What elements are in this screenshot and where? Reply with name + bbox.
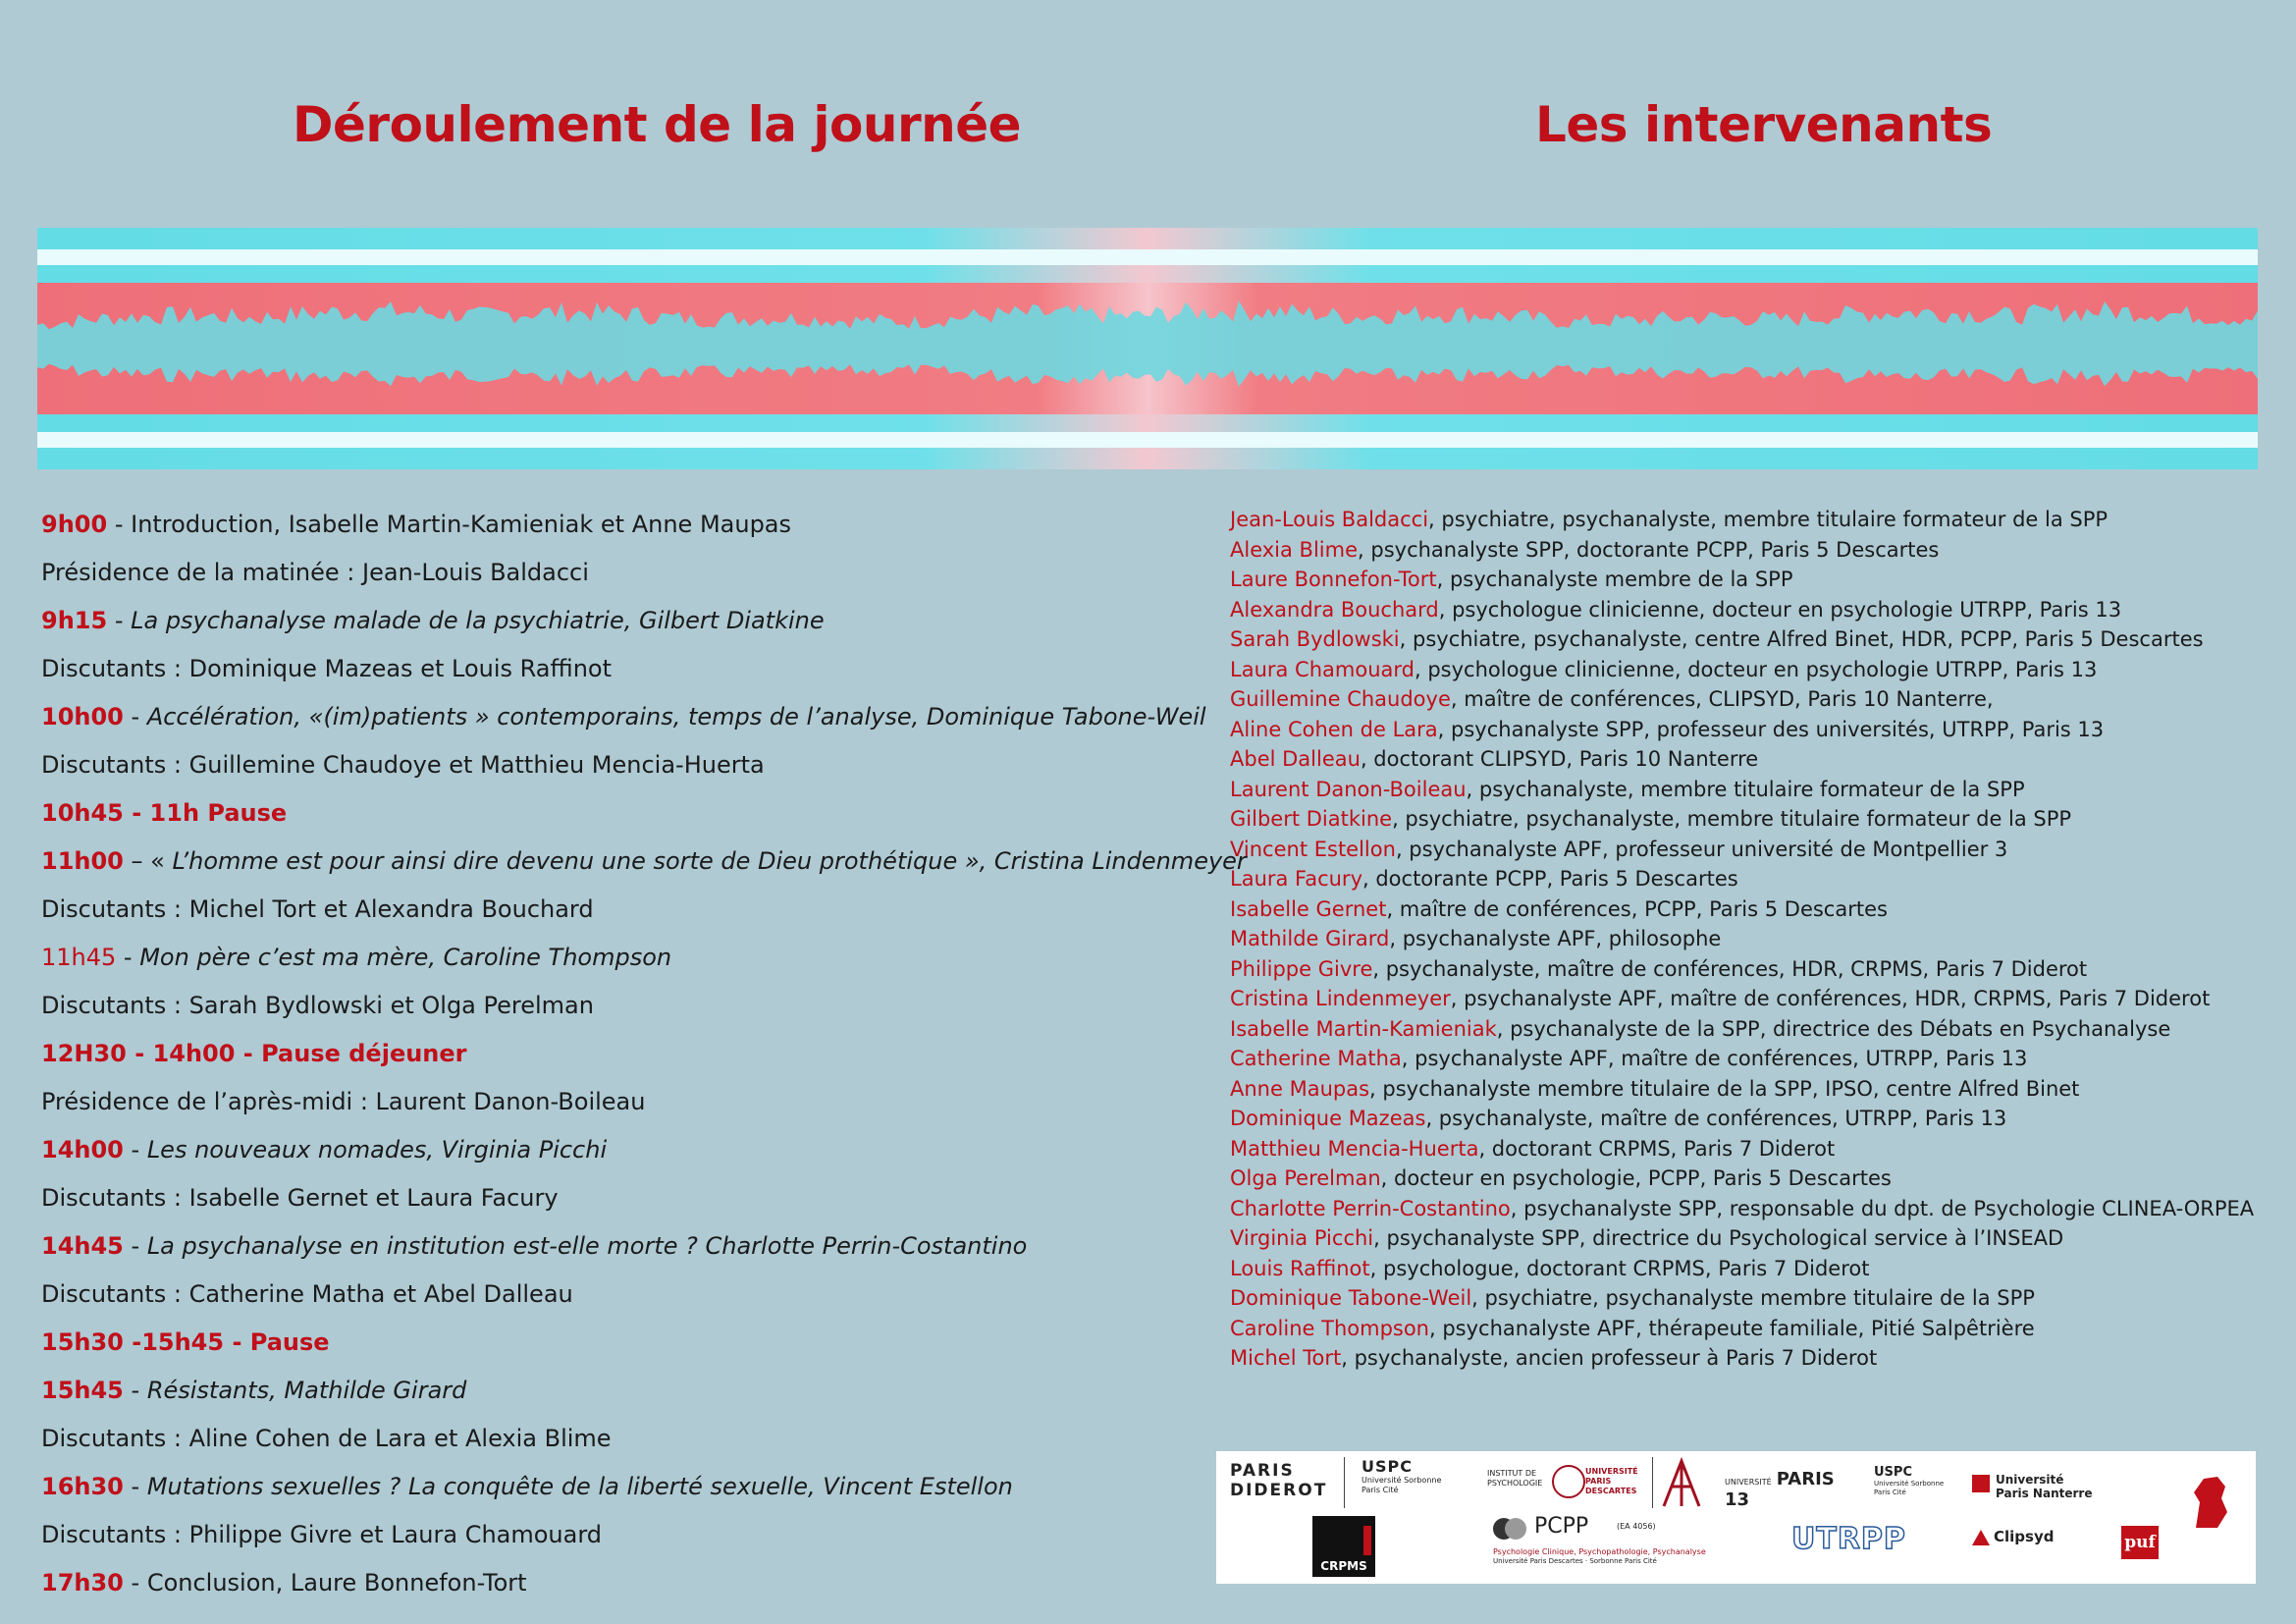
schedule-time: 9h15 — [41, 607, 108, 634]
speaker-name: Isabelle Martin-Kamieniak — [1230, 1016, 1497, 1041]
speaker-item — [1230, 835, 2270, 865]
speaker-description: , psychanalyste membre de la SPP — [1436, 568, 1793, 591]
schedule-text: La psychanalyse en institution est-elle morte ? Charlotte Perrin-Costantino — [146, 1232, 1028, 1260]
speaker-description: , psychiatre, psychanalyste, centre Alfred Binet, HDR, PCPP, Paris 5 Descartes — [1399, 627, 2204, 651]
speakers-list — [1230, 505, 2270, 1374]
logo-paris13-num: 13 — [1725, 1489, 1750, 1510]
schedule-time: 17h30 — [41, 1569, 124, 1597]
speaker-item — [1230, 1283, 2270, 1314]
schedule-separator: - — [107, 511, 132, 538]
schedule-text: L’homme est pour ainsi dire devenu une sorte de Dieu prothétique », Cristina Lindenmeyer — [172, 847, 1247, 875]
schedule-time: 10h00 — [41, 703, 124, 731]
logo-crpms-label: CRPMS — [1320, 1559, 1367, 1573]
schedule-item — [41, 1030, 1200, 1078]
waveform-graphic — [37, 283, 2258, 414]
speaker-item — [1230, 775, 2270, 805]
lion-emblem-icon — [2188, 1473, 2231, 1532]
waveform-banner — [37, 228, 2258, 469]
schedule-item — [41, 838, 1247, 886]
schedule-time: 15h30 -15h45 - Pause — [41, 1328, 330, 1356]
speaker-description: , maître de conférences, PCPP, Paris 5 Descartes — [1386, 896, 1888, 921]
speaker-item — [1230, 1343, 2270, 1374]
speaker-name: Matthieu Mencia-Huerta — [1230, 1136, 1479, 1161]
logo-paris13-prefix: UNIVERSITÉ — [1725, 1478, 1772, 1487]
schedule-time: 14h00 — [41, 1136, 124, 1164]
schedule-text: Discutants : Philippe Givre et Laura Chamouard — [41, 1521, 603, 1548]
schedule-separator: - — [123, 703, 147, 731]
schedule-text: Discutants : Aline Cohen de Lara et Alexia Blime — [41, 1425, 612, 1452]
schedule-separator: - — [123, 1473, 147, 1500]
schedule-time: 9h00 — [41, 511, 108, 538]
schedule-item — [41, 1174, 1200, 1222]
speaker-description: , psychanalyste SPP, doctorante PCPP, Paris 5 Descartes — [1358, 537, 1940, 562]
schedule-text: Accélération, «(im)patients » contemporains, temps de l’analyse, Dominique Tabone-Weil — [146, 703, 1206, 731]
waveform-shape — [37, 300, 2258, 387]
speaker-item — [1230, 864, 2270, 894]
speaker-name: Michel Tort — [1230, 1346, 1342, 1370]
schedule-text: Conclusion, Laure Bonnefon-Tort — [146, 1569, 527, 1597]
logo-pcpp-caption2: Université Paris Descartes · Sorbonne Paris Cité — [1493, 1557, 1657, 1565]
speaker-name: Alexia Blime — [1230, 537, 1359, 562]
logo-puf-label: puf — [2124, 1533, 2156, 1552]
speaker-item — [1230, 684, 2270, 715]
speaker-name: Aline Cohen de Lara — [1230, 717, 1438, 741]
logo-uspc2-caption: Université Sorbonne Paris Cité — [1874, 1480, 1945, 1496]
speaker-description: , psychanalyste SPP, professeur des universités, UTRPP, Paris 13 — [1437, 717, 2105, 741]
schedule-item — [41, 1559, 1200, 1607]
speaker-item — [1230, 565, 2270, 595]
speaker-description: , psychologue, doctorant CRPMS, Paris 7 Diderot — [1369, 1256, 1870, 1280]
speaker-name: Guillemine Chaudoye — [1230, 687, 1451, 711]
heading-speakers: Les intervenants — [1535, 96, 1993, 153]
logo-nanterre-line1: Université — [1996, 1473, 2064, 1487]
speaker-description: , psychanalyste APF, maître de conférences, UTRPP, Paris 13 — [1401, 1047, 2028, 1070]
speaker-item — [1230, 624, 2270, 655]
schedule-text: Les nouveaux nomades, Virginia Picchi — [146, 1136, 608, 1164]
schedule-item — [41, 1511, 1200, 1559]
speaker-item — [1230, 1254, 2270, 1284]
speaker-description: , psychanalyste SPP, responsable du dpt. de Psychologie CLINEA-ORPEA — [1510, 1196, 2255, 1220]
speaker-description: , psychanalyste APF, thérapeute familiale, Pitié Salpêtrière — [1429, 1316, 2035, 1340]
schedule-item — [41, 982, 1200, 1030]
speaker-item — [1230, 595, 2270, 625]
speaker-name: Cristina Lindenmeyer — [1230, 987, 1451, 1010]
schedule-item — [41, 645, 1200, 693]
logo-paris13-name: PARIS — [1776, 1469, 1835, 1489]
speaker-name: Laura Facury — [1230, 867, 1362, 891]
logo-paris-diderot-line1: PARIS — [1230, 1461, 1295, 1481]
speaker-item — [1230, 1104, 2270, 1134]
speaker-description: , psychanalyste APF, philosophe — [1389, 927, 1722, 950]
speaker-name: Charlotte Perrin-Costantino — [1230, 1196, 1511, 1220]
speaker-item — [1230, 894, 2270, 925]
schedule-time: 12H30 - 14h00 - Pause déjeuner — [41, 1040, 467, 1067]
logo-pcpp-code: (EA 4056) — [1617, 1522, 1656, 1531]
logo-nanterre-line2: Paris Nanterre — [1996, 1487, 2093, 1500]
crpms-mark-icon — [1363, 1526, 1371, 1555]
schedule-separator: - — [123, 1232, 147, 1260]
banner-stripe-top — [37, 249, 2258, 265]
speaker-item — [1230, 655, 2270, 685]
speaker-item — [1230, 1194, 2270, 1224]
schedule-separator: – « — [123, 847, 173, 875]
speaker-item — [1230, 1223, 2270, 1254]
speaker-description: , psychologue clinicienne, docteur en psychologie UTRPP, Paris 13 — [1438, 597, 2122, 622]
speaker-name: Laure Bonnefon-Tort — [1230, 568, 1437, 591]
schedule-list — [41, 501, 1247, 1607]
speaker-description: , psychanalyste, maître de conférences, HDR, CRPMS, Paris 7 Diderot — [1372, 956, 2088, 981]
schedule-item — [41, 1367, 1200, 1415]
schedule-item — [41, 501, 1200, 549]
schedule-item — [41, 693, 1206, 741]
schedule-item — [41, 789, 1200, 838]
tower-emblem-icon — [1660, 1457, 1703, 1510]
speaker-item — [1230, 1134, 2270, 1164]
banner-stripe-bottom — [37, 432, 2258, 448]
speaker-item — [1230, 505, 2270, 535]
logo-utrpp-label: UTRPP — [1791, 1522, 1906, 1556]
schedule-text: Introduction, Isabelle Martin-Kamieniak et Anne Maupas — [131, 511, 792, 538]
schedule-item — [41, 1126, 1200, 1174]
logo-uspc-2 — [1874, 1465, 1962, 1497]
schedule-item — [41, 886, 1200, 934]
speaker-name: Anne Maupas — [1230, 1076, 1370, 1101]
speaker-name: Sarah Bydlowski — [1230, 627, 1400, 651]
speaker-item — [1230, 804, 2270, 835]
schedule-time: 15h45 — [41, 1377, 124, 1404]
seal-icon — [1552, 1465, 1585, 1498]
schedule-text: Présidence de l’après-midi : Laurent Danon-Boileau — [41, 1088, 646, 1115]
heading-schedule: Déroulement de la journée — [293, 96, 1022, 153]
speaker-description: , psychanalyste APF, professeur université de Montpellier 3 — [1395, 837, 2008, 861]
speaker-item — [1230, 1014, 2270, 1045]
speaker-description: , psychanalyste membre titulaire de la SPP, IPSO, centre Alfred Binet — [1369, 1076, 2080, 1101]
speaker-name: Laura Chamouard — [1230, 657, 1415, 681]
speaker-name: Caroline Thompson — [1230, 1316, 1429, 1340]
schedule-item — [41, 1463, 1200, 1511]
speaker-name: Dominique Mazeas — [1230, 1107, 1426, 1130]
logo-paris-diderot-line2: DIDEROT — [1230, 1481, 1328, 1500]
speaker-item — [1230, 1164, 2270, 1194]
logo-pcpp-label: PCPP — [1534, 1514, 1589, 1539]
logo-crpms — [1312, 1516, 1375, 1577]
logo-paris-diderot — [1230, 1461, 1338, 1500]
schedule-text: Discutants : Michel Tort et Alexandra Bouchard — [41, 895, 594, 923]
logo-utrpp — [1791, 1522, 1906, 1556]
speaker-description: , psychanalyste APF, maître de conférences, HDR, CRPMS, Paris 7 Diderot — [1450, 987, 2211, 1010]
speaker-name: Louis Raffinot — [1230, 1256, 1370, 1280]
partner-logos-panel — [1216, 1451, 2256, 1584]
speaker-description: , doctorant CRPMS, Paris 7 Diderot — [1478, 1136, 1836, 1161]
speaker-name: Alexandra Bouchard — [1230, 597, 1439, 622]
speaker-item — [1230, 744, 2270, 775]
clipsyd-mark-icon — [1972, 1530, 1990, 1545]
speaker-description: , psychanalyste, membre titulaire formateur de la SPP — [1466, 777, 2025, 801]
speaker-description: , psychiatre, psychanalyste, membre titulaire formateur de la SPP — [1392, 807, 2072, 831]
speaker-description: , psychanalyste, ancien professeur à Paris 7 Diderot — [1341, 1346, 1878, 1370]
schedule-separator: - — [123, 1136, 147, 1164]
logo-uspc — [1362, 1457, 1469, 1495]
schedule-item — [41, 549, 1200, 597]
schedule-time: 16h30 — [41, 1473, 124, 1500]
speaker-description: , psychologue clinicienne, docteur en psychologie UTRPP, Paris 13 — [1414, 657, 2098, 681]
schedule-item — [41, 597, 1200, 645]
speaker-name: Virginia Picchi — [1230, 1226, 1374, 1250]
speaker-item — [1230, 954, 2270, 985]
speaker-description: , doctorante PCPP, Paris 5 Descartes — [1362, 867, 1738, 891]
speaker-item — [1230, 984, 2270, 1014]
schedule-text: Discutants : Isabelle Gernet et Laura Facury — [41, 1184, 559, 1212]
pcpp-mark-icon-2 — [1505, 1518, 1526, 1540]
schedule-item — [41, 934, 1200, 982]
schedule-time: 11h00 — [41, 847, 124, 875]
schedule-item — [41, 741, 1200, 789]
speaker-item — [1230, 1314, 2270, 1344]
speaker-item — [1230, 535, 2270, 566]
schedule-separator: - — [123, 1569, 147, 1597]
logo-uspc-mark: USPC — [1362, 1457, 1413, 1476]
speaker-name: Jean-Louis Baldacci — [1230, 508, 1429, 531]
speaker-name: Dominique Tabone-Weil — [1230, 1286, 1472, 1310]
speaker-name: Abel Dalleau — [1230, 747, 1361, 771]
schedule-time: 11h45 — [41, 944, 117, 971]
speaker-description: , psychiatre, psychanalyste membre titulaire de la SPP — [1471, 1286, 2035, 1310]
speaker-description: , maître de conférences, CLIPSYD, Paris 10 Nanterre, — [1450, 687, 1994, 711]
speaker-name: Vincent Estellon — [1230, 837, 1396, 861]
speaker-item — [1230, 1044, 2270, 1074]
speaker-description: , psychiatre, psychanalyste, membre titulaire formateur de la SPP — [1428, 508, 2109, 531]
logo-descartes-caption: UNIVERSITÉ PARIS DESCARTES — [1585, 1467, 1638, 1495]
speaker-item — [1230, 715, 2270, 745]
schedule-text: Discutants : Catherine Matha et Abel Dalleau — [41, 1280, 573, 1308]
schedule-item — [41, 1319, 1200, 1367]
speaker-name: Catherine Matha — [1230, 1047, 1402, 1070]
speaker-name: Gilbert Diatkine — [1230, 807, 1393, 831]
schedule-text: Résistants, Mathilde Girard — [146, 1377, 467, 1404]
logo-uspc2-mark: USPC — [1874, 1465, 1912, 1480]
speaker-description: , psychanalyste SPP, directrice du Psychological service à l’INSEAD — [1373, 1226, 2064, 1250]
speaker-name: Mathilde Girard — [1230, 927, 1390, 950]
speaker-name: Isabelle Gernet — [1230, 896, 1387, 921]
logo-pcpp-caption: Psychologie Clinique, Psychopathologie, Psychanalyse — [1493, 1547, 1706, 1556]
speaker-name: Philippe Givre — [1230, 956, 1373, 981]
schedule-item — [41, 1271, 1200, 1319]
schedule-time: 10h45 - 11h Pause — [41, 799, 288, 827]
logo-clipsyd-label: Clipsyd — [1994, 1528, 2055, 1545]
schedule-item — [41, 1078, 1200, 1126]
schedule-text: Mon père c’est ma mère, Caroline Thompson — [139, 944, 672, 971]
schedule-text: Présidence de la matinée : Jean-Louis Baldacci — [41, 559, 589, 586]
speaker-description: , doctorant CLIPSYD, Paris 10 Nanterre — [1360, 747, 1759, 771]
logo-divider — [1344, 1457, 1345, 1508]
logo-divider — [1652, 1457, 1653, 1508]
schedule-text: Discutants : Dominique Mazeas et Louis Raffinot — [41, 655, 613, 682]
schedule-separator: - — [107, 607, 132, 634]
schedule-text: Mutations sexuelles ? La conquête de la liberté sexuelle, Vincent Estellon — [146, 1473, 1013, 1500]
logo-institut-caption: INSTITUT DE PSYCHOLOGIE — [1487, 1469, 1543, 1488]
speaker-item — [1230, 1074, 2270, 1105]
schedule-text: Discutants : Sarah Bydlowski et Olga Perelman — [41, 992, 594, 1019]
logo-paris13 — [1725, 1469, 1862, 1510]
nanterre-mark-icon — [1972, 1475, 1990, 1492]
schedule-separator: - — [116, 944, 140, 971]
schedule-separator: - — [123, 1377, 147, 1404]
schedule-item — [41, 1415, 1200, 1463]
logo-puf — [2121, 1526, 2159, 1559]
schedule-item — [41, 1222, 1200, 1271]
speaker-description: , docteur en psychologie, PCPP, Paris 5 Descartes — [1380, 1166, 1892, 1190]
speaker-description: , psychanalyste de la SPP, directrice des Débats en Psychanalyse — [1496, 1016, 2171, 1041]
schedule-time: 14h45 — [41, 1232, 124, 1260]
speaker-description: , psychanalyste, maître de conférences, UTRPP, Paris 13 — [1425, 1107, 2007, 1130]
logo-uspc-caption: Université Sorbonne Paris Cité — [1362, 1476, 1442, 1494]
speaker-name: Laurent Danon-Boileau — [1230, 777, 1467, 801]
schedule-text: La psychanalyse malade de la psychiatrie, Gilbert Diatkine — [131, 607, 825, 634]
speaker-item — [1230, 924, 2270, 954]
speaker-name: Olga Perelman — [1230, 1166, 1381, 1190]
schedule-text: Discutants : Guillemine Chaudoye et Matthieu Mencia-Huerta — [41, 751, 765, 779]
